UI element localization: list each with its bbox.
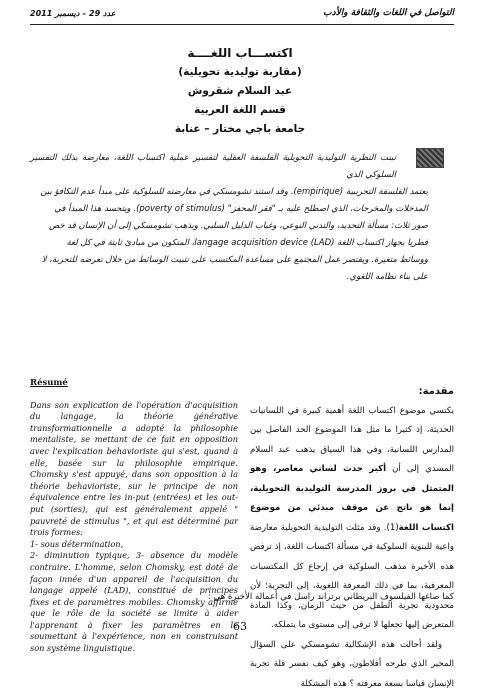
page-number: 63 xyxy=(0,620,480,633)
abstract-line: المدخلات والمخرجات، الذي اصطلح عليه بـ "فقر المحفز" (poverty of stimulus). ويتجسد هذا المبدأ في xyxy=(30,201,428,218)
resume-list-item: 2- diminution typique, 3- absence du modèle contraire. xyxy=(30,550,238,572)
intro-quote: أكبر حدث لساني معاصر، وهو المتمثل في بروز المدرسة التوليدية التحويلية، إنما هو ناتج عن موقف مبدئي من موضوع اكتساب اللغة xyxy=(250,464,454,533)
author-department: قسم اللغة العربية xyxy=(160,101,320,120)
article-title-block xyxy=(160,44,320,139)
abstract-line: فطريا بجهاز اكتساب اللغة (LAD) langage acquisition device، المتكون من مبادئ ثابتة في كل لغة xyxy=(30,235,428,252)
resume-heading: Résumé xyxy=(30,378,238,390)
french-resume xyxy=(30,378,238,655)
article-title: اكتســـاب اللغــــة xyxy=(160,44,320,63)
resume-text: Dans son explication de l'opération d'acquisition du langage, la théorie générative transformationnelle a adopté la philosophie mentaliste, se mettant de ce fait en opposition avec l'explication behavioriste qui s'est, quand à elle, basée sur la philosophie empirique. Chomsky s'est appuyé, dans son opposition à la théorie behavioriste, sur le principe de non équivalence entre les in-put (entrées) et les out-put (sorties), qui est généralement appelé " pauvreté de stimulus ", et qui est déterminé par trois formes: xyxy=(30,400,238,539)
intro-paragraph: ولقد أحالت هذه الإشكالية تشومسكي على السؤال المحير الذي طرحه أفلاطون، وهو كيف نفسر قلة تجربة الإنسان قياسا بسعة معرفته ؟ هذه المشكلة xyxy=(250,636,454,694)
abstract-line: صور ثلاث: مسألة التحديد، والتدني النوعي، وغياب الدليل السلبي. ويذهب تشومسكي إلى أن الإنسان قد خص xyxy=(30,218,428,235)
author-name: عبد السلام شقروش xyxy=(160,82,320,101)
intro-text: (1). وقد مثلت التوليدية التحويلية معارضة واعية للبنوية السلوكية في مسألة اكتساب اللغة، إذ ترفض هذه الأخيرة مذهب السلوكية في إرجاع كل المكتسبات المعرفية، بما في ذلك المعرفة اللغوية، إلى التجربة؛ لأن محدودية تجربة الطفل من حيث الزمان، وكذا المادة المتعرض إليها تجعلها لا ترقى إلى مستوى ما يتملكه. xyxy=(250,523,454,631)
continuation-line: كما صاغها الفيلسوف البريطاني برتراند راسل في أعماله الأخيرة هي : xyxy=(30,592,454,602)
page-header xyxy=(30,8,454,25)
journal-name: التواصل في اللغات والثقافة والأدب xyxy=(323,8,454,18)
resume-text: L'homme, selon Chomsky, est doté de façon innée d'un appareil de l'acquisition du langage appelé (LAD), constitué de principes fixes et de paramètres mobiles. Chomsky affirme que le rôle de la société se limite à aider l'apprenant à fixer les paramètres en le soumettant à l'expérience, non en construisant son système linguistique. xyxy=(30,562,238,653)
issue-info: عدد 29 – ديسمبر 2011 xyxy=(30,9,115,18)
article-subtitle: (مقاربة توليدية تحويلية) xyxy=(160,63,320,82)
arabic-abstract xyxy=(30,150,428,286)
introduction-heading: مقدمة: xyxy=(250,382,454,402)
resume-list-item: 1- sous détermination, xyxy=(30,539,238,551)
arabic-introduction xyxy=(250,382,454,694)
abstract-line: تبنت النظرية التوليدية التحويلية الفلسفة العقلية لتفسير عملية اكتساب اللغة، معارضة بذلك التفسير السلوكي الذي xyxy=(30,150,428,184)
abstract-line: ووسائط متغيرة. ويقتصر عمل المجتمع على مساعدة المكتسب على تثبيت الوسائط من خلال تعرضه للتجربة، لا xyxy=(30,252,428,269)
abstract-line: على بناء نظامه اللغوي. xyxy=(30,269,428,286)
abstract-line: يعتمد الفلسفة التجريبية (empirique). وقد استند تشومسكي في معارضته للسلوكية على مبدأ عدم التكافؤ بين xyxy=(30,184,428,201)
author-university: جامعة باجي مختار – عنابة xyxy=(160,120,320,139)
intro-text: يكتسي موضوع اكتساب اللغة أهمية كبيرة في اللسانيات الحديثة، إذ كثيرا ما مثل هذا الموضوع الحد الفاصل بين المدارس اللسانية، وفي هذا السياق يذهب عبد السلام المسدي إلى أن xyxy=(250,406,454,475)
